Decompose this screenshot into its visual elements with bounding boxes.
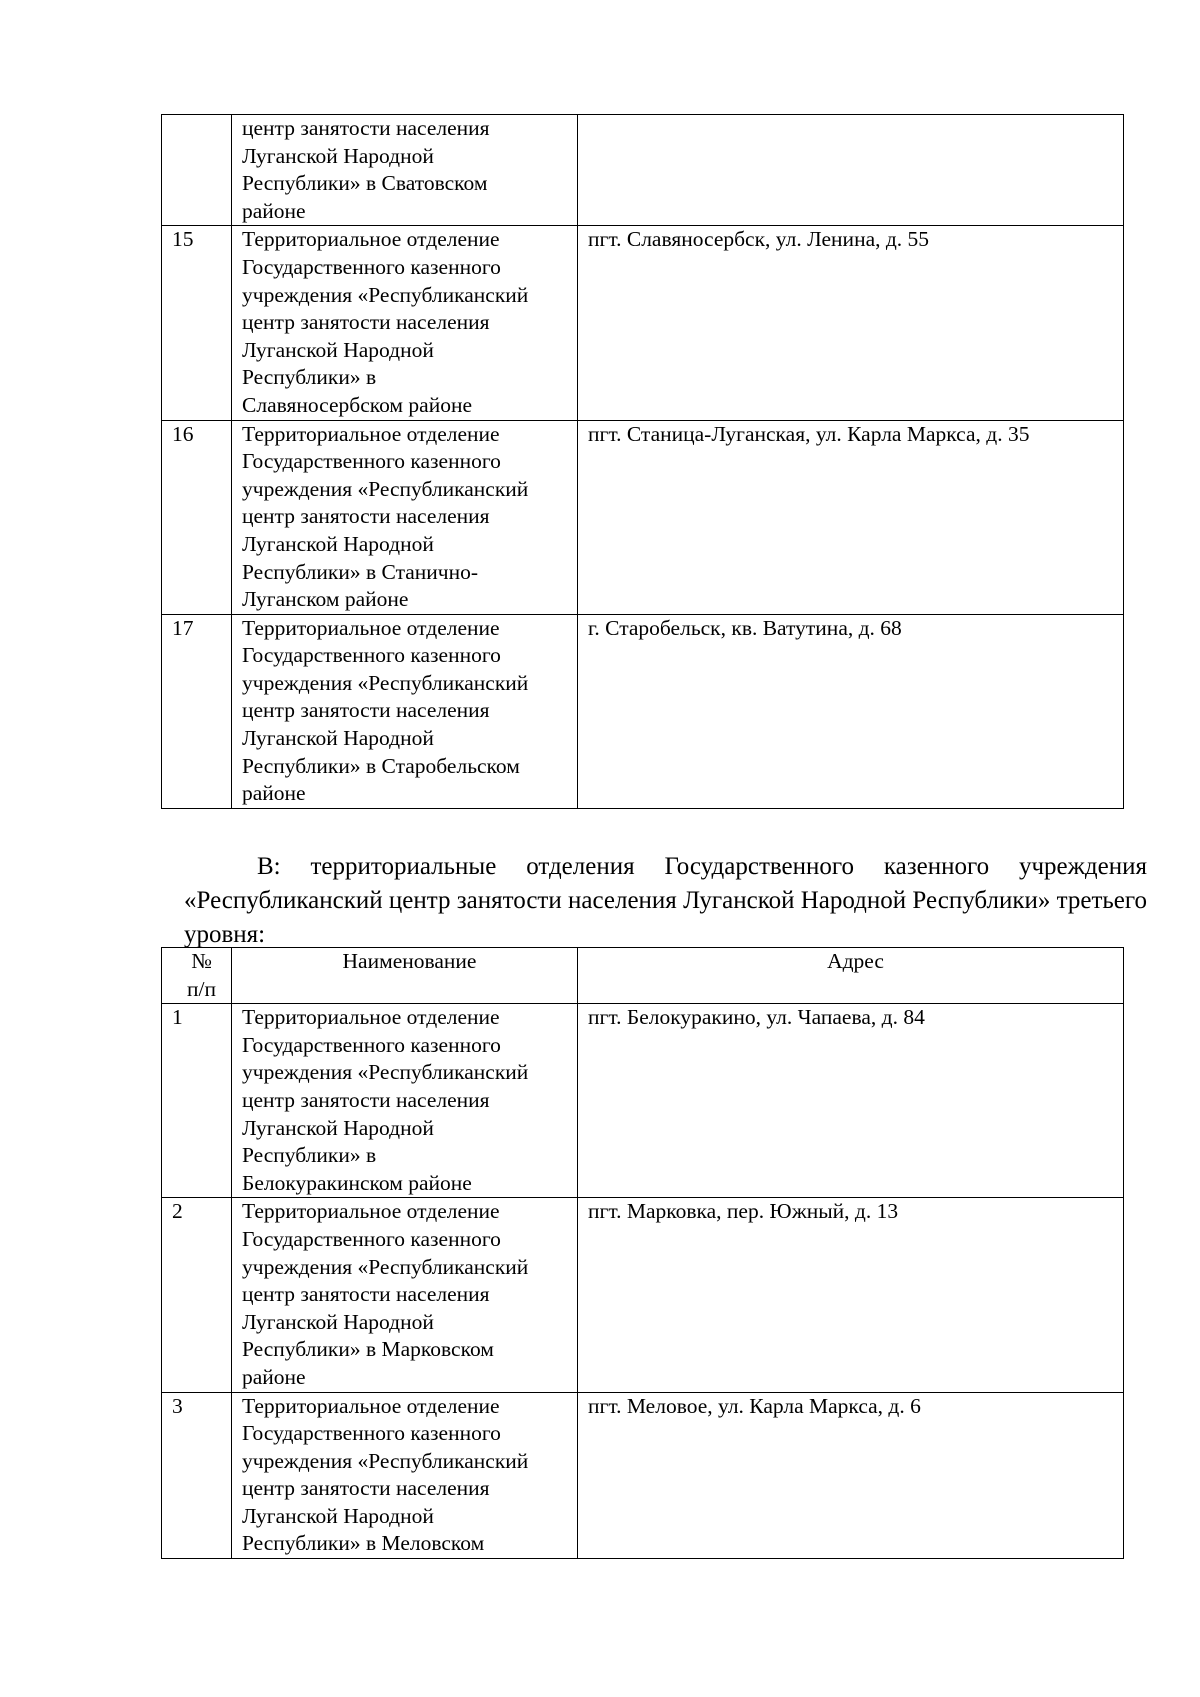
office-name-line: Республики» в Станично- — [242, 559, 479, 584]
table-row — [162, 1004, 1124, 1198]
office-name-line: центр занятости населения — [242, 1087, 490, 1112]
office-name-line: Луганской Народной — [242, 143, 434, 168]
office-name-line: учреждения «Республиканский — [242, 1060, 529, 1085]
office-name-line: Государственного казенного — [242, 449, 501, 474]
section-heading: В: территориальные отделения Государственного казенного учреждения «Республиканский центр занятости населения Луганской Народной Республики» третьего уровня: — [184, 853, 1147, 948]
office-address: пгт. Славяносербск, ул. Ленина, д. 55 — [578, 226, 1124, 420]
office-name-line: Луганской Народной — [242, 1115, 434, 1140]
office-name-line: Государственного казенного — [242, 643, 501, 668]
table-row — [162, 1198, 1124, 1392]
office-name — [232, 420, 578, 614]
office-name-line: Территориальное отделение — [242, 615, 500, 640]
office-name-line: центр занятости населения — [242, 310, 490, 335]
office-name-line: учреждения «Республиканский — [242, 1254, 529, 1279]
office-name-line: Территориальное отделение — [242, 1005, 500, 1030]
table-row — [162, 226, 1124, 420]
office-name-line: учреждения «Республиканский — [242, 282, 529, 307]
header-number — [162, 948, 232, 1004]
row-number: 1 — [162, 1004, 232, 1198]
row-number: 2 — [162, 1198, 232, 1392]
office-name-line: Славяносербском районе — [242, 392, 473, 417]
header-name: Наименование — [232, 948, 578, 1004]
office-name-line: Луганской Народной — [242, 337, 434, 362]
office-name-line: учреждения «Республиканский — [242, 670, 529, 695]
office-name-line: Белокуракинском районе — [242, 1170, 472, 1195]
header-number-abbr: п/п — [187, 976, 216, 1001]
office-address: пгт. Марковка, пер. Южный, д. 13 — [578, 1198, 1124, 1392]
office-name-line: Республики» в Сватовском — [242, 171, 488, 196]
office-name-line: Республики» в Марковском — [242, 1337, 494, 1362]
office-name-line: учреждения «Республиканский — [242, 1448, 529, 1473]
office-name-line: Территориальное отделение — [242, 1393, 500, 1418]
office-name — [232, 614, 578, 808]
office-address: пгт. Белокуракино, ул. Чапаева, д. 84 — [578, 1004, 1124, 1198]
office-name-line: районе — [242, 781, 306, 806]
table-row — [162, 1392, 1124, 1559]
offices-table-continued — [161, 114, 1124, 809]
office-name-line: Государственного казенного — [242, 1032, 501, 1057]
office-name — [232, 115, 578, 226]
office-name — [232, 1198, 578, 1392]
office-name-line: Республики» в Меловском — [242, 1531, 485, 1556]
office-address: г. Старобельск, кв. Ватутина, д. 68 — [578, 614, 1124, 808]
office-name-line: центр занятости населения — [242, 1282, 490, 1307]
office-name-line: Государственного казенного — [242, 1226, 501, 1251]
offices-table-third-level — [161, 947, 1124, 1559]
row-number: 16 — [162, 420, 232, 614]
office-name — [232, 1392, 578, 1559]
office-name-line: центр занятости населения — [242, 116, 490, 140]
office-name-line: учреждения «Республиканский — [242, 476, 529, 501]
office-name-line: Республики» в — [242, 1143, 377, 1168]
table-body — [162, 1004, 1124, 1559]
office-name-line: Республики» в Старобельском — [242, 753, 520, 778]
office-name-line: центр занятости населения — [242, 698, 490, 723]
office-name-line: центр занятости населения — [242, 504, 490, 529]
office-name-line: Территориальное отделение — [242, 1199, 500, 1224]
office-name-line: Республики» в — [242, 365, 377, 390]
office-name-line: районе — [242, 198, 306, 223]
header-row — [162, 948, 1124, 1004]
office-name-line: Луганском районе — [242, 587, 409, 612]
row-number: 3 — [162, 1392, 232, 1559]
office-name — [232, 226, 578, 420]
header-number-symbol: № — [191, 949, 212, 973]
office-name — [232, 1004, 578, 1198]
table-header — [162, 948, 1124, 1004]
office-name-line: Территориальное отделение — [242, 421, 500, 446]
office-address: пгт. Станица-Луганская, ул. Карла Маркса, д. 35 — [578, 420, 1124, 614]
table-row — [162, 115, 1124, 226]
table-row — [162, 420, 1124, 614]
row-number — [162, 115, 232, 226]
office-name-line: Государственного казенного — [242, 254, 501, 279]
table-body — [162, 115, 1124, 809]
table-row — [162, 614, 1124, 808]
office-name-line: Луганской Народной — [242, 1503, 434, 1528]
office-name-line: Луганской Народной — [242, 531, 434, 556]
office-name-line: центр занятости населения — [242, 1476, 490, 1501]
row-number: 17 — [162, 614, 232, 808]
office-address — [578, 115, 1124, 226]
row-number: 15 — [162, 226, 232, 420]
office-name-line: Государственного казенного — [242, 1421, 501, 1446]
office-name-line: Территориальное отделение — [242, 227, 500, 252]
office-name-line: Луганской Народной — [242, 726, 434, 751]
office-address: пгт. Меловое, ул. Карла Маркса, д. 6 — [578, 1392, 1124, 1559]
header-address: Адрес — [578, 948, 1124, 1004]
office-name-line: районе — [242, 1364, 306, 1389]
office-name-line: Луганской Народной — [242, 1309, 434, 1334]
